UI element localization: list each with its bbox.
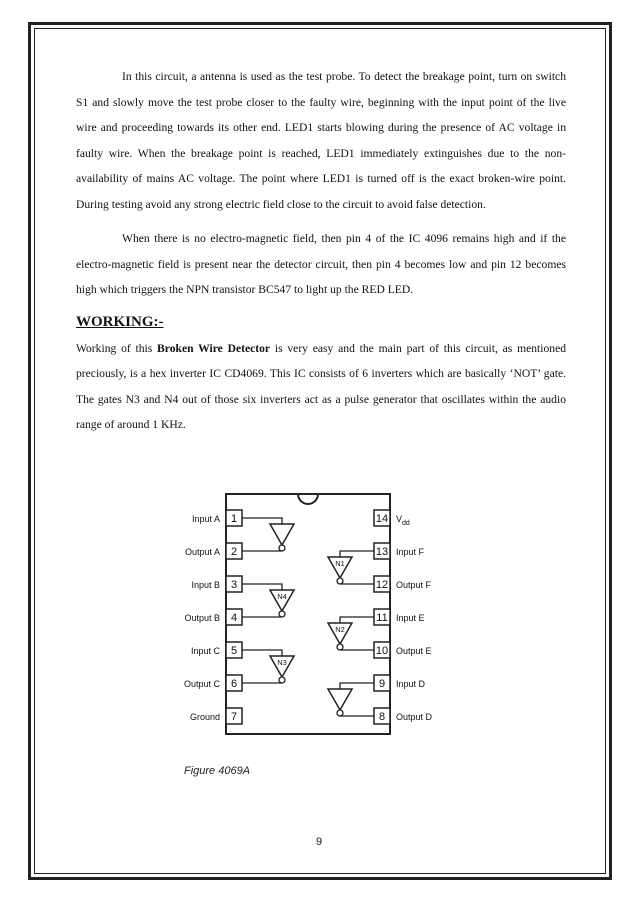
working-text-end: is very easy and the main part of this circuit, as mentioned preciously, is a hex inverter IC CD4069. This IC consists of 6 inverters which are basically ‘NOT’ gate. The gates N3 and N4 out of those six inverters act as a pulse generator that oscillates within the audio range of around 1 KHz. [76,341,567,431]
document-body [76,64,566,438]
working-text-start: Working of this [76,341,158,355]
pin-label-5: Input C [190,646,220,656]
pin-label-12: Output F [396,580,432,590]
pin-label-11: Input E [396,613,425,623]
chip-notch [298,494,318,504]
pin-number-7: 7 [230,711,238,723]
page-number: 9 [315,836,323,848]
pin-number-10: 10 [375,645,389,657]
pin-number-5: 5 [230,645,238,657]
inverter-gate-d [328,689,352,710]
pin-label-7: Ground [189,712,220,722]
pin-label-3: Input B [191,580,220,590]
paragraph-probe-procedure: In this circuit, a antenna is used as the test probe. To detect the breakage point, turn on switch S1 and slowly move the test probe closer to the faulty wire, beginning with the input point of the live wire and proceeding towards its other end. LED1 starts blowing during the presence of AC voltage in faulty wire. When the breakage point is reached, LED1 immediately extinguishes due to the non-availability of mains AC voltage. The point where LED1 is turned off is the exact broken-wire point. During testing avoid any strong electric field close to the circuit to avoid false detection. [76,70,566,211]
pin-number-6: 6 [230,678,238,690]
pin-label-13: Input F [396,547,425,557]
gate-e-input-wire [340,617,374,623]
pin-number-3: 3 [230,579,238,591]
gate-b-input-wire [242,584,282,590]
inverter-gate-b-label: N4 [277,592,287,601]
inverter-gate-f-bubble [337,578,343,584]
ic-pinout-diagram [172,482,460,782]
pin-label-2: Output A [184,547,220,557]
paragraph-em-field: When there is no electro-magnetic field, then pin 4 of the IC 4096 remains high and if the electro-magnetic field is present near the detector circuit, then pin 4 becomes low and pin 12 becomes high which triggers the NPN transistor BC547 to light up the RED LED. [76,232,566,296]
pin-label-9: Input D [396,679,426,689]
inverter-gate-c-bubble [279,677,285,683]
inverter-gate-a-bubble [279,545,285,551]
heading-working: WORKING:- [76,313,164,330]
inverter-gate-e-label: N2 [335,625,345,634]
inverter-gate-b-bubble [279,611,285,617]
pin-label-6: Output C [183,679,220,689]
pin-number-13: 13 [375,546,389,558]
inverter-gate-e-bubble [337,644,343,650]
pin-number-1: 1 [230,513,238,525]
pin-number-9: 9 [378,678,386,690]
inverter-gate-a [270,524,294,545]
pin-label-10: Output E [396,646,432,656]
pin-number-12: 12 [375,579,389,591]
pin-number-11: 11 [376,612,388,624]
paragraph-working [76,336,566,438]
inverter-gate-d-bubble [337,710,343,716]
pin-label-4: Output B [184,613,220,623]
pin-label-8: Output D [396,712,433,722]
figure-caption: Figure 4069A [184,765,251,777]
gate-a-input-wire [242,518,282,524]
inverter-gate-f-label: N1 [335,559,345,568]
gate-f-input-wire [340,551,374,557]
gate-c-input-wire [242,650,282,656]
working-bold-term: Broken Wire Detector [157,341,271,355]
inverter-gate-c-label: N3 [277,658,287,667]
ic-4069-figure [172,482,460,782]
pin-number-2: 2 [230,546,238,558]
pin-label-14: $V_{dd}$ [396,514,410,527]
pin-label-1: Input A [191,514,220,524]
pin-number-4: 4 [230,612,238,624]
pin-number-8: 8 [378,711,386,723]
gate-d-input-wire [340,683,374,689]
pin-number-14: 14 [375,513,389,525]
chip-body [226,494,390,734]
